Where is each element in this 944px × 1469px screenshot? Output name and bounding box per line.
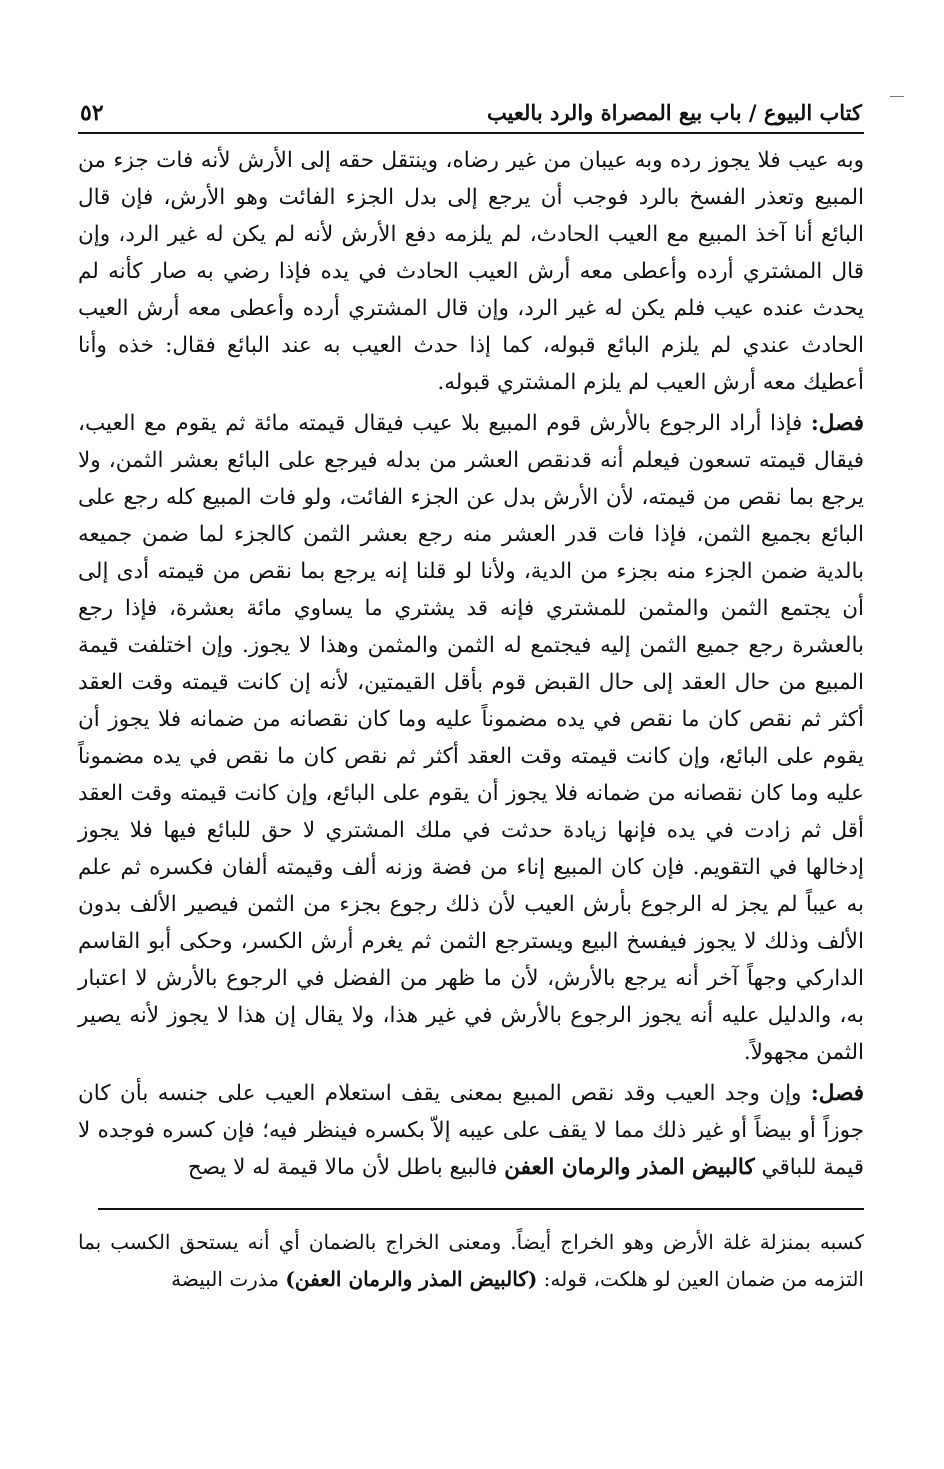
- footnote-text-before: كسبه بمنزلة غلة الأرض وهو الخراج أيضاً. ومعنى الخراج بالضمان أي أنه يستحق الكسب بما التزمه من ضمان العين لو هلكت، قوله:: [78, 1230, 864, 1291]
- paragraph-3-text-before: وإن وجد العيب وقد نقص المبيع بمعنى يقف استعلام العيب على جنسه بأن كان جوزاً أو بيضاً أو غير ذلك مما لا يقف على عيبه إلاّ بكسره فينظر فيه؛ فإن كسره فوجده لا قيمة للباقي: [78, 1081, 864, 1180]
- paragraph-3-bold-phrase: كالبيض المذر والرمان العفن: [504, 1155, 755, 1180]
- paragraph-3-text-after: فالبيع باطل لأن مالا قيمة له لا يصح: [187, 1155, 505, 1180]
- running-header: [78, 100, 864, 134]
- paragraph-1-text: وبه عيب فلا يجوز رده وبه عيبان من غير رضاه، وينتقل حقه إلى الأرش لأنه فات جزء من المبيع وتعذر الفسخ بالرد فوجب أن يرجع إلى بدل الجزء الفائت وهو الأرش، فإن قال البائع أنا آخذ المبيع مع العيب الحادث، لم يلزمه دفع الأرش لأنه لم يكن له غير الرد، وإن قال المشتري أرده وأعطى معه أرش العيب الحادث في يده فإذا رضي به صار كأنه لم يحدث عنده عيب فلم يكن له غير الرد، وإن قال المشتري أرده وأعطى معه أرش العيب الحادث عندي لم يلزم البائع قبوله، كما إذا حدث العيب به عند البائع فقال: خذه وأنا أعطيك معه أرش العيب لم يلزم المشتري قبوله.: [78, 148, 864, 395]
- header-title: كتاب البيوع / باب بيع المصراة والرد بالعيب: [486, 100, 862, 125]
- main-text: [78, 142, 864, 1186]
- footnote: [78, 1224, 864, 1298]
- section-heading-fasl: فصل:: [810, 1081, 864, 1106]
- footnote-separator: [98, 1208, 864, 1210]
- paragraph-3: [78, 1075, 864, 1186]
- page-edge-mark: [890, 96, 904, 97]
- paragraph-2: [78, 405, 864, 1071]
- footnote-bold-phrase: (كالبيض المذر والرمان العفن): [285, 1267, 538, 1291]
- paragraph-2-text: فإذا أراد الرجوع بالأرش قوم المبيع بلا عيب فيقال قيمته مائة ثم يقوم مع العيب، فيقال قيمته تسعون فيعلم أنه قدنقص العشر من بدله فيرجع على البائع بعشر الثمن، ولا يرجع بما نقص من قيمته، لأن الأرش بدل عن الجزء الفائت، ولو فات المبيع كله رجع على البائع بجميع الثمن، فإذا فات قدر العشر منه رجع بعشر الثمن كالجزء لما ضمن جميعه بالدية ضمن الجزء منه بجزء من الدية، ولأنا لو قلنا إنه يرجع بما نقص من قيمته أدى إلى أن يجتمع الثمن والمثمن للمشتري فإنه قد يشتري ما يساوي مائة بعشرة، فإذا رجع بالعشرة رجع جميع الثمن إليه فيجتمع له الثمن والمثمن وهذا لا يجوز. وإن اختلفت قيمة المبيع من حال العقد إلى حال القبض قوم بأقل القيمتين، لأنه إن كانت قيمته وقت العقد أكثر ثم نقص كان ما نقص في يده مضموناً عليه وما كان نقصانه من ضمانه فلا يجوز أن يقوم على البائع، وإن كانت قيمته وقت العقد أكثر ثم نقص كان ما نقص في يده مضموناً عليه وما كان نقصانه من ضمانه فلا يجوز أن يقوم على البائع، وإن كانت قيمته وقت العقد أقل ثم زادت في يده فإنها زيادة حدثت في ملك المشتري لا حق للبائع فيها فلا يجوز إدخالها في التقويم. فإن كان المبيع إناء من فضة وزنه ألف وقيمته ألفان فكسره ثم علم به عيباً لم يجز له الرجوع بأرش العيب لأن ذلك رجوع بجزء من الثمن فيصير الألف بدون الألف وذلك لا يجوز فيفسخ البيع ويسترجع الثمن ثم يغرم أرش الكسر، وحكى أبو القاسم الداركي وجهاً آخر أنه يرجع بالأرش، لأن ما ظهر من الفضل في الرجوع بالأرش لا اعتبار به، والدليل عليه أنه يجوز الرجوع بالأرش في غير هذا، ولا يقال إن هذا لا يجوز لأنه يصير الثمن مجهولاً.: [78, 411, 865, 1065]
- page-number: ٥٢: [80, 100, 104, 126]
- paragraph-1: [78, 142, 864, 401]
- footnote-text-after: مذرت البيضة: [171, 1267, 286, 1291]
- book-page: [78, 100, 864, 1318]
- section-heading-fasl: فصل:: [810, 411, 864, 436]
